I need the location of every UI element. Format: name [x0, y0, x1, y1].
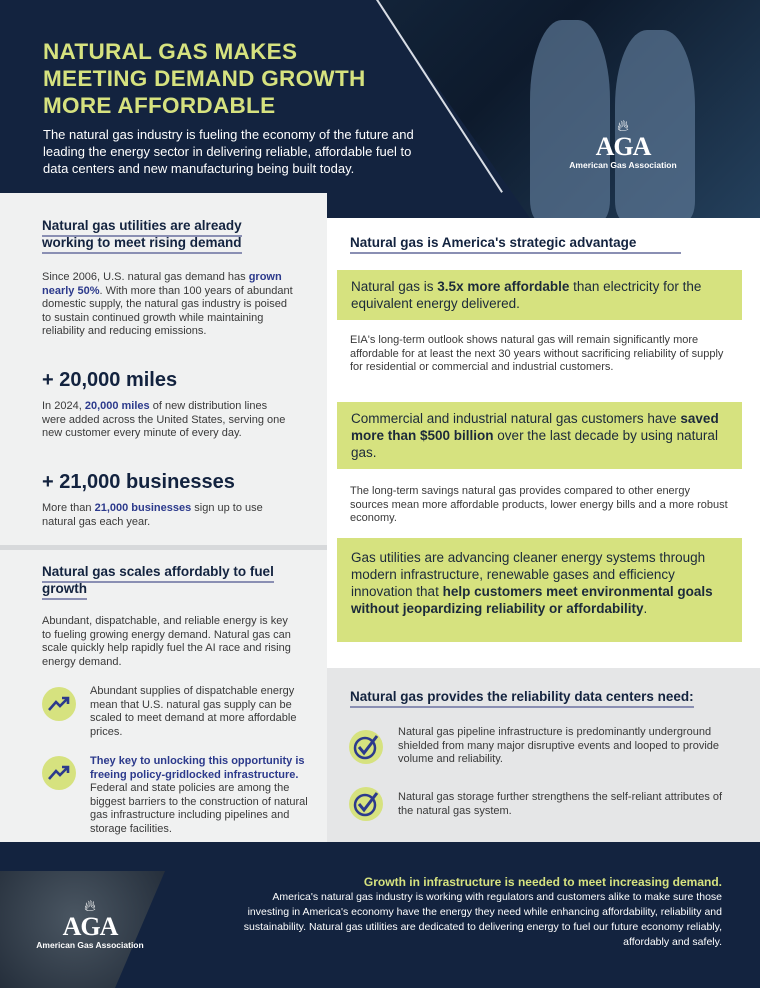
- cleaner-callout: Gas utilities are advancing cleaner energy systems through modern infrastructure, renewable gases and efficiency innovation that help customers meet environmental goals without jeopardizing reliability or affordability.: [337, 538, 742, 642]
- savings-callout: Commercial and industrial natural gas customers have saved more than $500 billion over the last decade by using natural gas.: [337, 402, 742, 469]
- savings-paragraph: The long-term savings natural gas provides compared to other energy sources mean more affordable products, lower energy bills and a more robust economy.: [350, 485, 728, 524]
- reliability-section: [327, 668, 760, 842]
- check-circle-icon: [349, 730, 383, 764]
- flame-icon: 🔥︎: [84, 898, 96, 915]
- stat-miles: + 20,000 miles: [42, 369, 178, 391]
- supply-item: Abundant supplies of dispatchable energy mean that U.S. natural gas supply can be scaled to meet demand at more affordable prices.: [90, 685, 297, 738]
- flame-icon: 🔥︎: [617, 118, 629, 135]
- aga-logo-footer: 🔥︎ AGA American Gas Association: [30, 900, 150, 950]
- stat-businesses: + 21,000 businesses: [42, 471, 235, 493]
- section-heading: Natural gas utilities are already working to meet rising demand: [42, 217, 292, 251]
- footer-text: America's natural gas industry is working with regulators and customers alike to make sure those investing in America's economy have the energy they need while enhancing affordability, reliability and sustainability. Natural gas utilities are dedicated to delivering energy to fuel our future economy reliably, affordably and safely.: [243, 891, 722, 948]
- affordable-callout: Natural gas is 3.5x more affordable than electricity for the equivalent energy delivered.: [337, 270, 742, 320]
- footer-heading: Growth in infrastructure is needed to meet increasing demand.: [363, 875, 722, 889]
- storage-item: Natural gas storage further strengthens the self-reliant attributes of the natural gas system.: [398, 791, 723, 817]
- trend-up-icon: [42, 756, 76, 790]
- miles-paragraph: In 2024, 20,000 miles of new distribution lines were added across the United States, serving one new customer every minute of every day.: [42, 400, 286, 439]
- eia-paragraph: EIA's long-term outlook shows natural gas will remain significantly more affordable for at least the next 30 years without sacrificing reliability of supply for residential or commercial and industrial customers.: [350, 334, 724, 373]
- section-divider: [0, 545, 327, 550]
- left-panel: [0, 193, 327, 871]
- demand-paragraph: Since 2006, U.S. natural gas demand has grown nearly 50%. With more than 100 years of abundant domestic supply, the natural gas industry is poised to sustain continued growth while maintaining reliability and reducing emissions.: [42, 271, 293, 337]
- policy-item: They key to unlocking this opportunity is freeing policy-gridlocked infrastructure. Federal and state policies are among the biggest barriers to the construction of natural gas infrastructure including pipelines and storage facilities.: [90, 755, 308, 835]
- businesses-paragraph: More than 21,000 businesses sign up to use natural gas each year.: [42, 502, 263, 528]
- pipeline-item: Natural gas pipeline infrastructure is predominantly underground shielded from many major disruptive events and looped to provide volume and reliability.: [398, 726, 720, 765]
- section-heading: Natural gas scales affordably to fuel growth: [42, 563, 282, 597]
- scale-paragraph: Abundant, dispatchable, and reliable energy is key to fueling growing energy demand. Natural gas can scale quickly help rapidly fuel the AI race and rising energy demand.: [42, 615, 291, 668]
- check-circle-icon: [349, 787, 383, 821]
- aga-logo: 🔥︎ AGA American Gas Association: [548, 120, 698, 170]
- strategic-heading: Natural gas is America's strategic advantage: [350, 234, 681, 251]
- footer-content: [230, 875, 722, 950]
- page-title: NATURAL GAS MAKES MEETING DEMAND GROWTH MORE AFFORDABLE: [43, 39, 366, 118]
- trend-up-icon: [42, 687, 76, 721]
- reliability-heading: Natural gas provides the reliability data centers need:: [350, 688, 694, 705]
- intro-text: The natural gas industry is fueling the economy of the future and leading the energy sector in delivering reliable, affordable fuel to data centers and new manufacturing being built today.: [43, 127, 414, 176]
